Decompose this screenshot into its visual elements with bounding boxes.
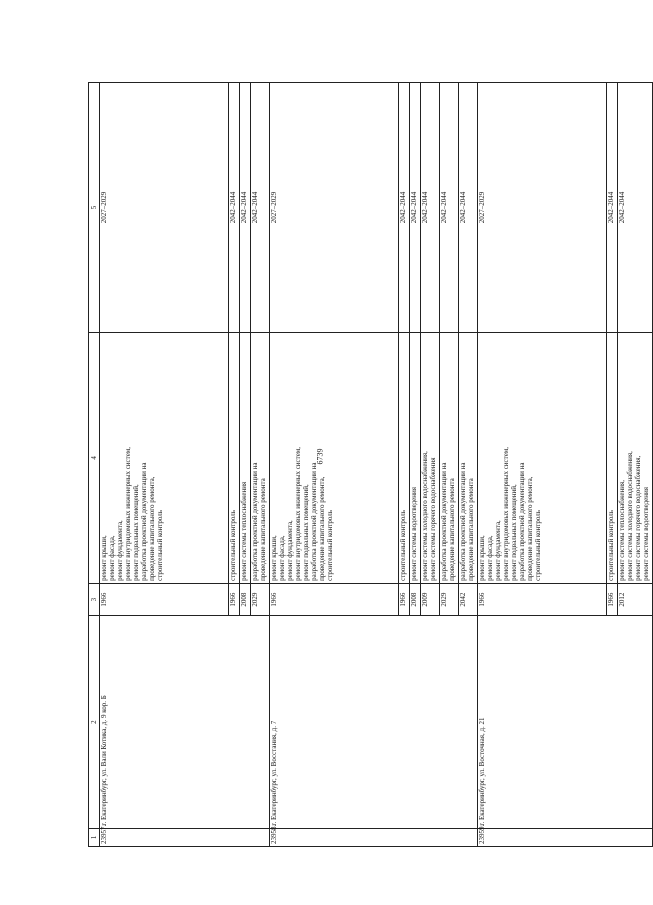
- year-cell: 2009: [421, 583, 440, 616]
- work-item: ремонт фасада,: [486, 535, 494, 581]
- works-cell: [440, 332, 459, 583]
- table-row: [251, 83, 270, 847]
- period-cell: 2042–2044: [410, 83, 421, 333]
- work-item: ремонт подвальных помещений,: [302, 484, 310, 581]
- works-cell: [459, 332, 478, 583]
- table-row: [618, 83, 653, 847]
- period-cell: 2042–2044: [229, 83, 240, 333]
- object-number-cell: [459, 828, 478, 846]
- period-cell: 2042–2044: [459, 83, 478, 333]
- work-item: ремонт системы теплоснабжения,: [618, 480, 626, 581]
- header-row: [89, 83, 100, 847]
- work-item: ремонт крыши,: [478, 535, 486, 581]
- year-cell: 1966: [478, 583, 607, 616]
- work-item: разработка проектной документации на: [310, 462, 318, 581]
- work-item: ремонт системы водоотведения: [642, 487, 650, 581]
- table-row: [399, 83, 410, 847]
- header-col-2: 2: [89, 616, 100, 828]
- work-item: разработка проектной документации на: [518, 462, 526, 581]
- year-cell: 2008: [240, 583, 251, 616]
- work-item: разработка проектной документации на: [251, 462, 259, 581]
- object-number-cell: [421, 828, 440, 846]
- address-cell: [618, 616, 653, 828]
- work-item: ремонт внутридомовых инженерных систем,: [294, 446, 302, 581]
- work-item: проведение капитального ремонта: [467, 478, 475, 581]
- object-number-cell: 23959.: [478, 828, 607, 846]
- header-col-1: 1: [89, 828, 100, 846]
- period-cell: 2042–2044: [240, 83, 251, 333]
- year-cell: 1966: [399, 583, 410, 616]
- address-cell: [459, 616, 478, 828]
- table-row: [421, 83, 440, 847]
- table-row: [459, 83, 478, 847]
- works-cell: [240, 332, 251, 583]
- work-item: разработка проектной документации на: [459, 462, 467, 581]
- period-cell: 2042–2044: [618, 83, 653, 333]
- work-item: ремонт крыши,: [100, 535, 108, 581]
- address-cell: [410, 616, 421, 828]
- table-body: [89, 83, 653, 847]
- works-cell: [229, 332, 240, 583]
- object-number-cell: [399, 828, 410, 846]
- table-row: [240, 83, 251, 847]
- table-row: [440, 83, 459, 847]
- object-number-cell: 23958.: [270, 828, 399, 846]
- works-cell: [607, 332, 618, 583]
- work-item: строительный контроль: [229, 510, 237, 581]
- work-item: ремонт системы теплоснабжения: [240, 481, 248, 581]
- table-row: [229, 83, 240, 847]
- repair-schedule-table: [88, 82, 653, 847]
- year-cell: 2029: [440, 583, 459, 616]
- work-item: разработка проектной документации на: [140, 462, 148, 581]
- period-cell: 2027–2029: [478, 83, 607, 333]
- work-item: ремонт системы водоотведения: [410, 487, 418, 581]
- period-cell: 2027–2029: [270, 83, 399, 333]
- year-cell: 2042: [459, 583, 478, 616]
- object-number-cell: 23957.: [100, 828, 229, 846]
- period-cell: 2042–2044: [607, 83, 618, 333]
- address-cell: [240, 616, 251, 828]
- works-cell: [251, 332, 270, 583]
- year-cell: 1966: [607, 583, 618, 616]
- address-cell: г. Екатеринбург, ул. Восстания, д. 7: [270, 616, 399, 828]
- work-item: проведение капитального ремонта,: [318, 476, 326, 581]
- period-cell: 2042–2044: [440, 83, 459, 333]
- work-item: строительный контроль: [534, 510, 542, 581]
- works-cell: [618, 332, 653, 583]
- table-row: [410, 83, 421, 847]
- work-item: разработка проектной документации на: [440, 462, 448, 581]
- table-row: [607, 83, 618, 847]
- address-cell: [399, 616, 410, 828]
- header-col-4: 4: [89, 332, 100, 583]
- header-col-3: 3: [89, 583, 100, 616]
- page-number: 6739: [315, 448, 325, 465]
- work-item: ремонт системы холодного водоснабжения,: [626, 451, 634, 581]
- address-cell: [440, 616, 459, 828]
- address-cell: [607, 616, 618, 828]
- works-cell: [478, 332, 607, 583]
- works-cell: [421, 332, 440, 583]
- address-cell: [251, 616, 270, 828]
- work-item: ремонт системы холодного водоснабжения,: [421, 451, 429, 581]
- work-item: проведение капитального ремонта: [259, 478, 267, 581]
- table-row: [100, 83, 229, 847]
- work-item: ремонт фасада,: [278, 535, 286, 581]
- period-cell: 2042–2044: [251, 83, 270, 333]
- year-cell: 1966: [229, 583, 240, 616]
- work-item: проведение капитального ремонта,: [148, 476, 156, 581]
- work-item: ремонт подвальных помещений,: [132, 484, 140, 581]
- object-number-cell: [440, 828, 459, 846]
- object-number-cell: [410, 828, 421, 846]
- works-cell: [410, 332, 421, 583]
- year-cell: 1966: [100, 583, 229, 616]
- work-item: строительный контроль: [399, 510, 407, 581]
- period-cell: 2027–2029: [100, 83, 229, 333]
- table-row: [270, 83, 399, 847]
- work-item: ремонт фундамента,: [286, 520, 294, 581]
- works-cell: [100, 332, 229, 583]
- work-item: ремонт внутридомовых инженерных систем,: [502, 446, 510, 581]
- address-cell: г. Екатеринбург, ул. Восточная, д. 21: [478, 616, 607, 828]
- work-item: ремонт подвальных помещений,: [510, 484, 518, 581]
- year-cell: 2029: [251, 583, 270, 616]
- year-cell: 2012: [618, 583, 653, 616]
- work-item: ремонт системы горячего водоснабжения,: [634, 455, 642, 581]
- address-cell: г. Екатеринбург, ул. Вали Котика, д. 9 кор. Б: [100, 616, 229, 828]
- work-item: ремонт системы горячего водоснабжения: [429, 457, 437, 581]
- object-number-cell: [229, 828, 240, 846]
- period-cell: 2042–2044: [399, 83, 410, 333]
- object-number-cell: [240, 828, 251, 846]
- work-item: строительный контроль: [607, 510, 615, 581]
- works-cell: [270, 332, 399, 583]
- work-item: ремонт крыши,: [270, 535, 278, 581]
- rotated-table-frame: [88, 82, 650, 847]
- object-number-cell: [251, 828, 270, 846]
- table-row: [478, 83, 607, 847]
- address-cell: [229, 616, 240, 828]
- object-number-cell: [618, 828, 653, 846]
- work-item: проведение капитального ремонта: [448, 478, 456, 581]
- year-cell: 1966: [270, 583, 399, 616]
- work-item: строительный контроль: [326, 510, 334, 581]
- object-number-cell: [607, 828, 618, 846]
- work-item: ремонт внутридомовых инженерных систем,: [124, 446, 132, 581]
- address-cell: [421, 616, 440, 828]
- work-item: ремонт фундамента,: [494, 520, 502, 581]
- work-item: ремонт фасада,: [108, 535, 116, 581]
- header-col-5: 5: [89, 83, 100, 333]
- work-item: строительный контроль: [156, 510, 164, 581]
- work-item: проведение капитального ремонта,: [526, 476, 534, 581]
- period-cell: 2042–2044: [421, 83, 440, 333]
- year-cell: 2008: [410, 583, 421, 616]
- works-cell: [399, 332, 410, 583]
- work-item: ремонт фундамента,: [116, 520, 124, 581]
